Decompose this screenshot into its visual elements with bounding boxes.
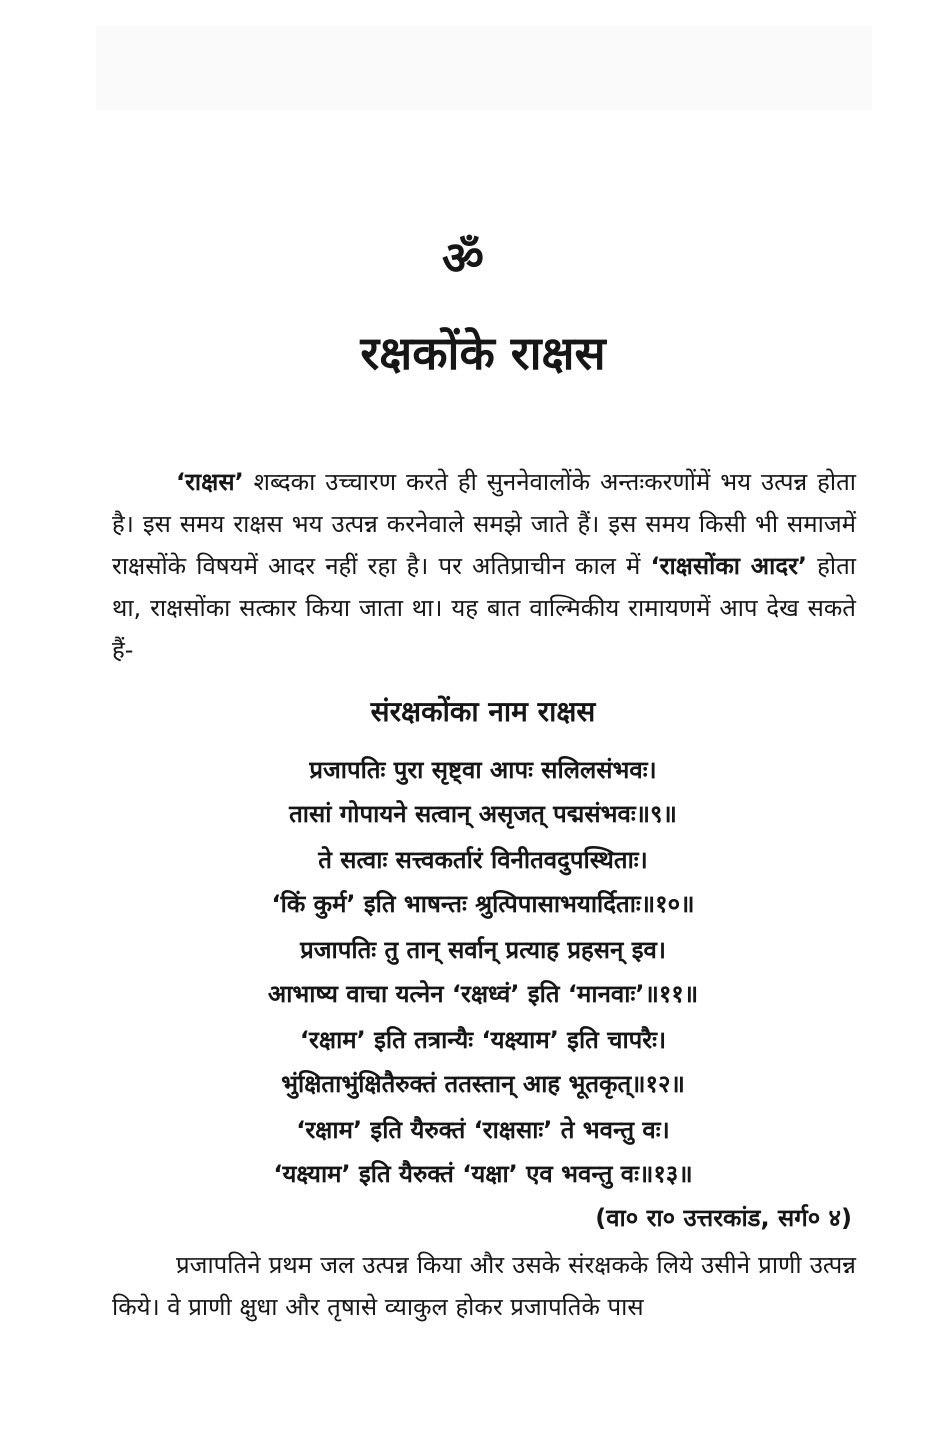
intro-bold-phrase: ‘राक्षसोंका आदर’ (650, 552, 808, 580)
verse-line: तासां गोपायने सत्वान् असृजत् पद्मसंभवः॥९॥ (289, 800, 677, 828)
closing-paragraph (112, 1244, 856, 1328)
intro-paragraph (112, 461, 856, 671)
verse-13 (0, 1108, 926, 1196)
verse-source-citation: (वा० रा० उत्तरकांड, सर्ग० ४) (595, 1204, 852, 1232)
verse-block (0, 748, 926, 1198)
verse-11 (0, 928, 926, 1016)
verse-10 (0, 838, 926, 926)
om-symbol: ॐ (442, 231, 484, 285)
verse-line: ‘रक्षाम’ इति तत्रान्यैः ‘यक्ष्याम’ इति चापरैः। (299, 1026, 667, 1054)
verse-line: प्रजापतिः तु तान् सर्वान् प्रत्याह प्रहसन् इव। (300, 936, 666, 964)
intro-text-1: शब्दका उच्चारण करते ही सुननेवालोंके अन्तःकरणोंमें भय उत्पन्न होता है। इस समय राक्षस भय उत्पन्न करनेवाले समझे जाते हैं। इस समय किसी भी समाजमें राक्षसोंके विषयमें आदर नहीं रहा है। पर अतिप्राचीन काल में (112, 468, 856, 580)
page-header-band (96, 26, 872, 110)
verse-line: भुंक्षिताभुंक्षितैरुक्तं ततस्तान् आह भूतकृत्॥१२॥ (281, 1070, 685, 1098)
verse-9 (0, 748, 926, 836)
verse-12 (0, 1018, 926, 1106)
verse-line: ‘किं कुर्म’ इति भाषन्तः श्रुत्पिपासाभयार्दिताः॥१०॥ (271, 890, 695, 918)
verse-line: आभाष्य वाचा यत्नेन ‘रक्षध्वं’ इति ‘मानवाः’॥११॥ (267, 980, 699, 1008)
closing-text: प्रजापतिने प्रथम जल उत्पन्न किया और उसके संरक्षकके लिये उसीने प्राणी उत्पन्न किये। वे प्राणी क्षुधा और तृषासे व्याकुल होकर प्रजापतिके पास (112, 1251, 856, 1321)
verse-line: ‘यक्ष्याम’ इति यैरुक्तं ‘यक्षा’ एव भवन्तु वः॥१३॥ (273, 1160, 693, 1188)
section-subheading: संरक्षकोंका नाम राक्षस (370, 695, 596, 728)
verse-line: ते सत्वाः सत्त्वकर्तारं विनीतवदुपस्थिताः। (318, 846, 648, 874)
page-title: रक्षकोंके राक्षस (360, 326, 606, 380)
intro-text-2: होता था, राक्षसोंका सत्कार किया जाता था। यह बात वाल्मिकीय रामायणमें आप देख सकते हैं- (112, 552, 856, 664)
verse-line: प्रजापतिः पुरा सृष्ट्वा आपः सलिलसंभवः। (309, 756, 657, 784)
intro-bold-term: ‘राक्षस’ (176, 468, 244, 496)
verse-line: ‘रक्षाम’ इति यैरुक्तं ‘राक्षसाः’ ते भवन्तु वः। (296, 1116, 670, 1144)
